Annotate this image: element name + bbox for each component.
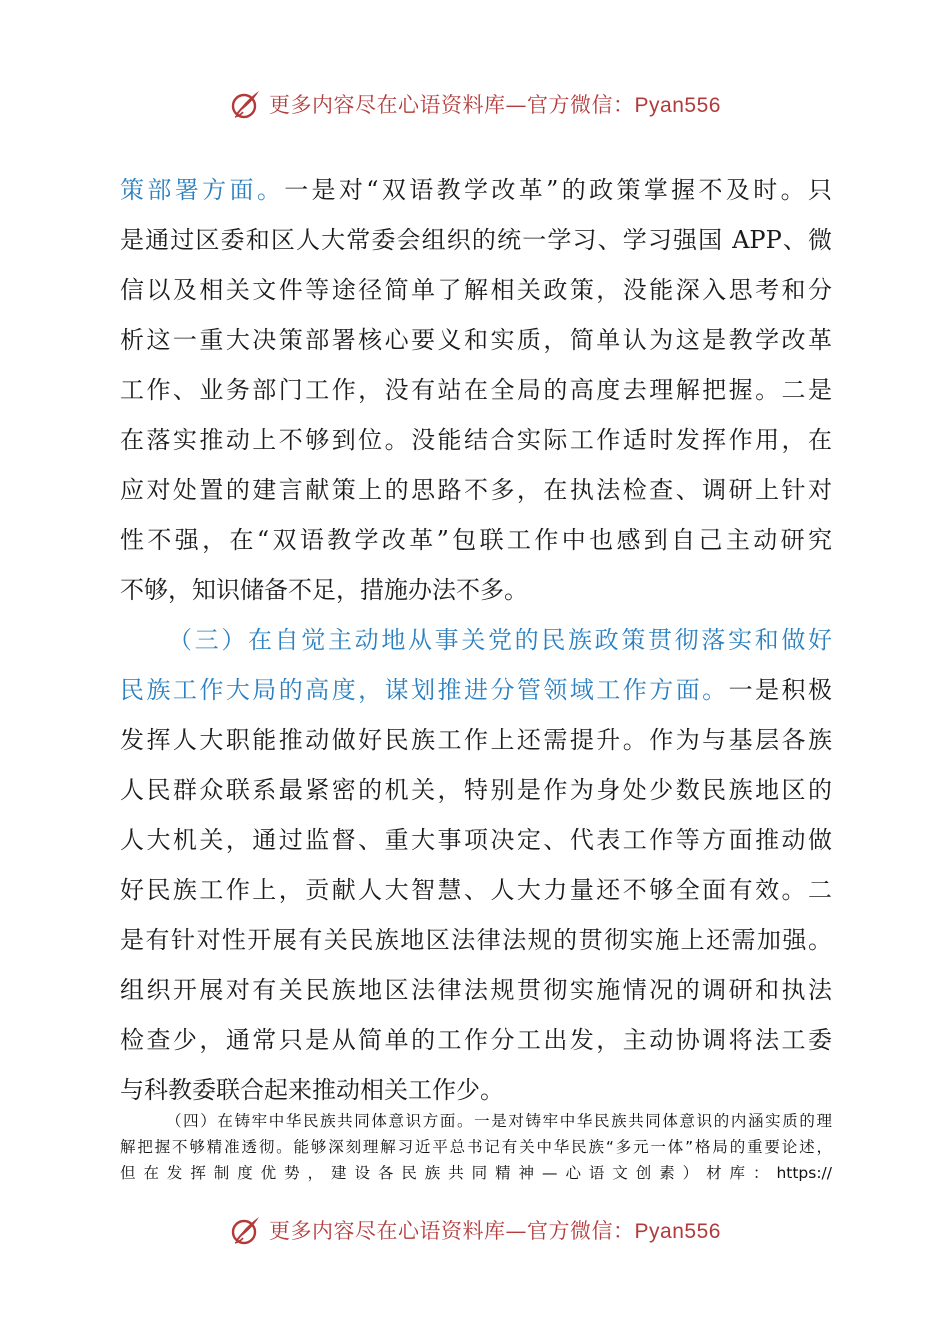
quill-seal-icon (229, 1213, 263, 1247)
body-line-16: 是有针对性开展有关民族地区法律法规的贯彻实施上还需加强。 (120, 926, 832, 954)
body-line-2: 是通过区委和区人大常委会组织的统一学习、学习强国 APP、微 (120, 226, 832, 254)
body-line-15: 好民族工作上，贡献人大智慧、人大力量还不够全面有效。二 (120, 876, 832, 904)
footer-wechat-id: Pyan556 (634, 1220, 721, 1243)
footer-text (269, 1215, 721, 1245)
note-line-1: （四）在铸牢中华民族共同体意识方面。一是对铸牢中华民族共同体意识的内涵实质的理 (166, 1112, 832, 1130)
body-line-12: 发挥人大职能推动做好民族工作上还需提升。作为与基层各族 (120, 726, 832, 754)
section-heading-3-cont: 民族工作大局的高度，谋划推进分管领域工作方面。 (120, 676, 729, 704)
header-wechat-id: Pyan556 (634, 94, 721, 117)
body-line-9: 不够，知识储备不足，措施办法不多。 (120, 576, 528, 604)
body-line-5: 工作、业务部门工作，没有站在全局的高度去理解把握。二是 (120, 376, 832, 404)
body-line-3: 信以及相关文件等途径简单了解相关政策，没能深入思考和分 (120, 276, 832, 304)
body-line-14: 人大机关，通过监督、重大事项决定、代表工作等方面推动做 (120, 826, 832, 854)
quill-seal-icon (229, 87, 263, 121)
header-text (269, 89, 721, 119)
section-4-note (120, 1108, 832, 1186)
body-line-17: 组织开展对有关民族地区法律法规贯彻实施情况的调研和执法 (120, 976, 832, 1004)
body-line-7: 应对处置的建言献策上的思路不多，在执法检查、调研上针对 (120, 476, 832, 504)
note-line-3: 但在发挥制度优势，建设各民族共同精神—心语文创素）材库：https:// (120, 1164, 832, 1182)
footer-banner (0, 1210, 950, 1250)
body-line-4: 析这一重大决策部署核心要义和实质，简单认为这是教学改革 (120, 326, 832, 354)
body-line-18: 检查少，通常只是从简单的工作分工出发，主动协调将法工委 (120, 1026, 832, 1054)
body-line-8: 性不强，在“双语教学改革”包联工作中也感到自己主动研究 (120, 526, 832, 554)
header-label: 更多内容尽在心语资料库—官方微信： (269, 93, 635, 117)
document-body (120, 165, 832, 1115)
body-line-1: 策部署方面。一是对“双语教学改革”的政策掌握不及时。只 (120, 176, 832, 204)
section-heading-fragment: 策部署方面。 (120, 176, 285, 204)
body-line-13: 人民群众联系最紧密的机关，特别是作为身处少数民族地区的 (120, 776, 832, 804)
body-line-6: 在落实推动上不够到位。没能结合实际工作适时发挥作用，在 (120, 426, 832, 454)
header-banner (0, 84, 950, 124)
body-line-19: 与科教委联合起来推动相关工作少。 (120, 1076, 504, 1104)
note-line-2: 解把握不够精准透彻。能够深刻理解习近平总书记有关中华民族“多元一体”格局的重要论述， (120, 1138, 832, 1156)
body-line-11: 民族工作大局的高度，谋划推进分管领域工作方面。一是积极 (120, 676, 832, 704)
section-heading-3: （三）在自觉主动地从事关党的民族政策贯彻落实和做好 (168, 626, 832, 654)
footer-label: 更多内容尽在心语资料库—官方微信： (269, 1219, 635, 1243)
